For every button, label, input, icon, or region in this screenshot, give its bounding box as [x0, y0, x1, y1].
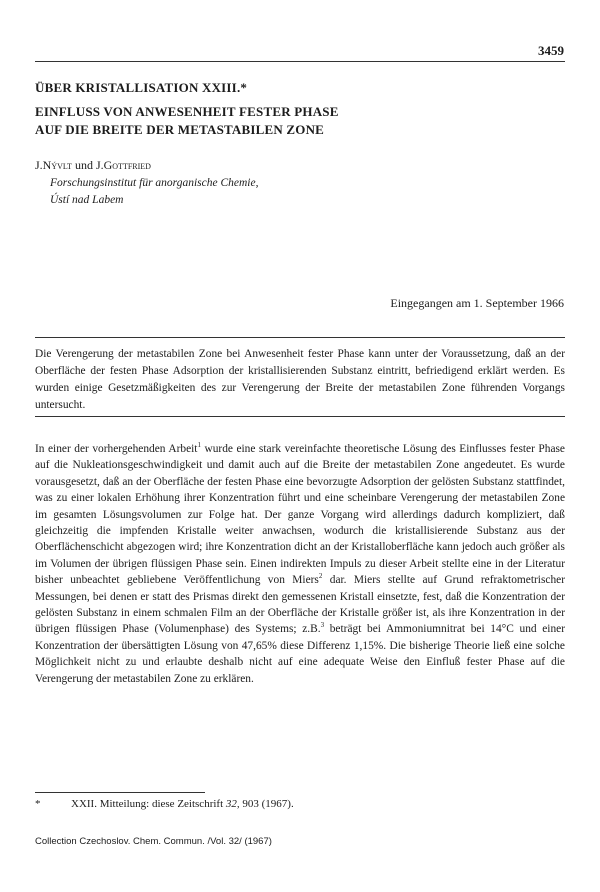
author-conjunction: und — [71, 158, 96, 172]
footnote — [35, 798, 294, 810]
reference-1: 1 — [197, 441, 201, 450]
header-rule — [35, 61, 565, 62]
authors — [35, 158, 151, 173]
footnote-text-before: XXII. Mitteilung: diese Zeitschrift — [71, 798, 226, 810]
reference-2: 2 — [318, 572, 323, 581]
body-text-2: wurde eine stark vereinfachte theoretische Lösung des Einflusses fester Phase auf die Nukleationsgeschwindigkeit und damit auch auf die Breite der metastabilen Zone angedeutet. Es wurde vorausgesetzt, daß an der Oberfläche der festen Phase eine bevorzugte Adsorption der gelösten Substanz stattfindet, was zu einer lokalen Erhöhung ihrer Konzentration führt und eine scheinbare Verengerung der metastabilen Zone im gesamten Lösungsvolumen zur Folge hat. Der ganze Vorgang wird allerdings dadurch kompliziert, daß gleichzeitig die impfenden Kristalle weiter anwachsen, wodurch die kristallisierende Substanz aus der Oberflächenschicht abgezogen wird; ihre Konzentration dicht an der Kristalloberfläche kann jedoch auch größer als im Volumen der übrigen flüssigen Phase sein. Einen indirekten Impuls zu dieser Arbeit stellte eine in der Literatur bisher unbeachtet gebliebene Veröffentlichung von Miers — [35, 443, 565, 587]
author-1-initial: J. — [35, 158, 43, 172]
journal-citation: Collection Czechoslov. Chem. Commun. /Vol. 32/ (1967) — [35, 836, 272, 847]
title-line-1: ÜBER KRISTALLISATION XXIII.* — [35, 80, 248, 95]
title-line-2: EINFLUSS VON ANWESENHEIT FESTER PHASE — [35, 104, 339, 119]
abstract-top-rule — [35, 337, 565, 338]
abstract: Die Verengerung der metastabilen Zone bei Anwesenheit fester Phase kann unter der Voraussetzung, daß an der Oberfläche der festen Phase Adsorption der kristallisierenden Substanz eintritt, befriedigend erklärt werden. Es wurden einige Gesetzmäßigkeiten des zur Verengerung der Breite der metastabilen Zone führenden Vorgangs untersucht. — [35, 348, 565, 411]
body-text-3: dar. Miers stellte auf Grund refraktometrischer Messungen, bei denen er statt des Prismas direkt den gemessenen Kristall einsetzte, fest, daß die Konzentration der gelösten Substanz in einem schmalen Film an der Oberfläche der Kristalle größer ist, als ihre Konzentration in der übrigen flüssigen Phase (Volumenphase) des Systems; z.B. — [35, 574, 565, 636]
page-number: 3459 — [538, 43, 564, 58]
footnote-text-after: 903 (1967). — [239, 798, 294, 810]
abstract-bottom-rule — [35, 416, 565, 417]
reference-3: 3 — [320, 621, 325, 630]
author-2-name: Gottfried — [103, 158, 151, 172]
body-text-4: beträgt bei Ammoniumnitrat bei 14°C und einer Konzentration der übersättigten Lösung von 47,65% diese Differenz 1,15%. Die bisherige Theorie ließ eine solche Möglichkeit nicht zu und erlaubte deshalb nicht auf eine adequate Weise den Einfluß fester Phase auf die Verengerung der metastabilen Zone zu erklären. — [35, 623, 566, 685]
body-paragraph — [35, 441, 565, 687]
footnote-rule — [35, 792, 205, 793]
body-text-1: In einer der vorhergehenden Arbeit — [35, 443, 198, 455]
author-2-initial: J. — [95, 158, 104, 172]
title-line-3: AUF DIE BREITE DER METASTABILEN ZONE — [35, 122, 325, 137]
affiliation-institute: Forschungsinstitut für anorganische Chemie, — [50, 177, 259, 189]
footnote-mark: * — [35, 798, 41, 810]
affiliation-city: Ústí nad Labem — [50, 194, 124, 206]
received-date: Eingegangen am 1. September 1966 — [390, 296, 564, 310]
author-1-name: Nývlt — [42, 158, 72, 172]
footnote-volume: 32, — [225, 798, 240, 810]
